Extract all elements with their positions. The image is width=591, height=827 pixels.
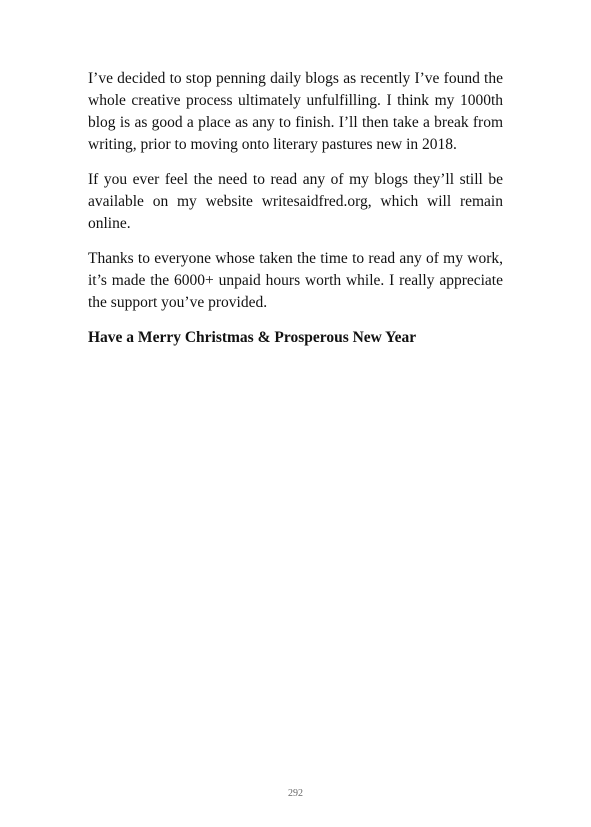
paragraph-farewell: I’ve decided to stop penning daily blogs as recently I’ve found the whole creative process ultimately unfulfilling. I think my 1000th blog is as good a place as any to finish. I’ll then take a break from writing, prior to moving onto literary pastures new in 2018. xyxy=(88,70,503,153)
body-text xyxy=(88,68,503,349)
closing-greeting: Have a Merry Christmas & Prosperous New Year xyxy=(88,329,417,346)
page-number: 292 xyxy=(288,788,303,799)
paragraph-website: If you ever feel the need to read any of my blogs they’ll still be available on my website writesaidfred.org, which will remain online. xyxy=(88,171,503,232)
paragraph-thanks: Thanks to everyone whose taken the time to read any of my work, it’s made the 6000+ unpaid hours worth while. I really appreciate the support you’ve provided. xyxy=(88,250,503,311)
